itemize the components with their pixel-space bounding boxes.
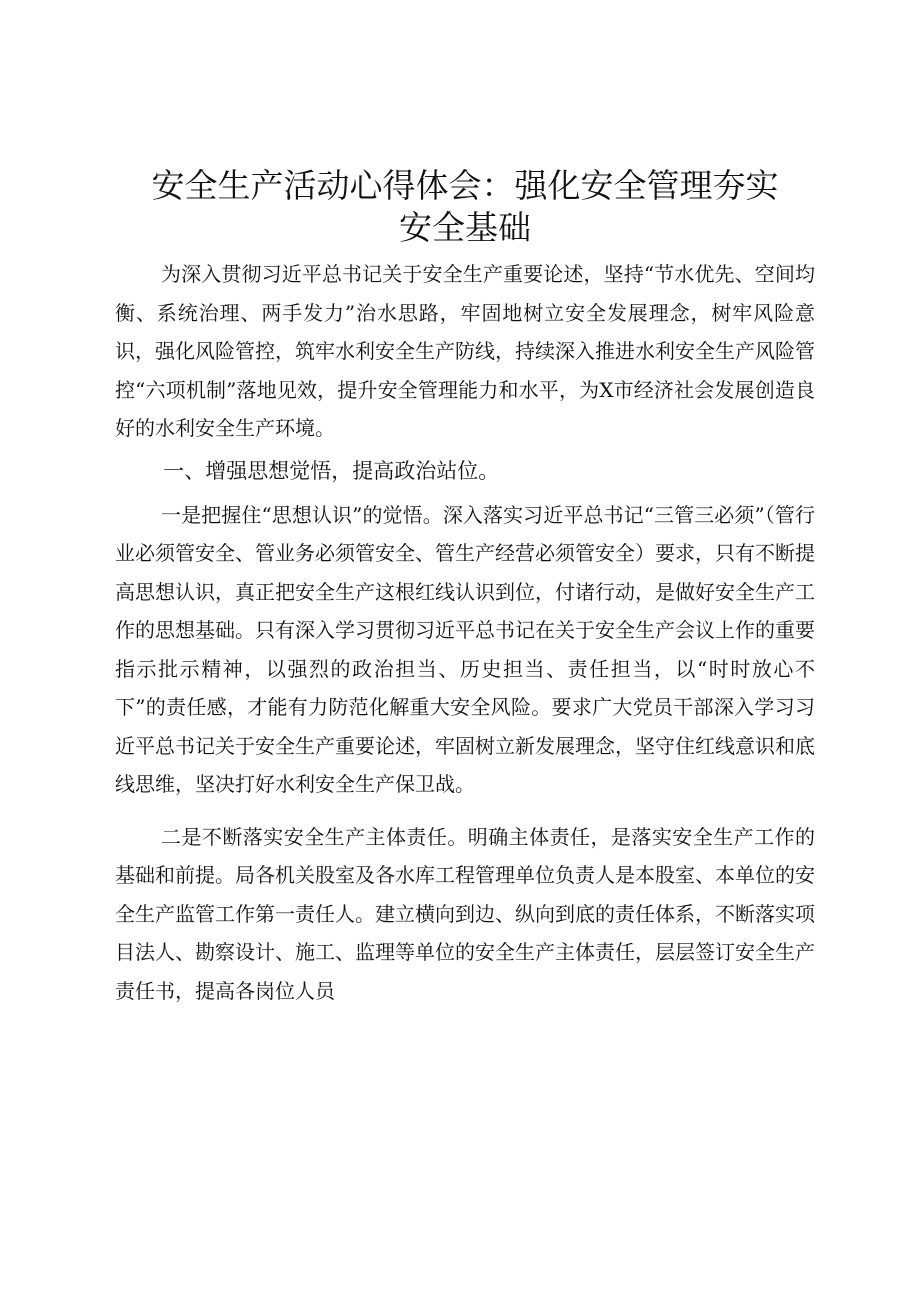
body-paragraph-1: 一是把握住“思想认识”的觉悟。深入落实习近平总书记“三管三必须”（管行业必须管安全、管业务必须管安全、管生产经营必须管安全）要求，只有不断提高思想认识，真正把安全生产这根红线认识到位，付诸行动，是做好安全生产工作的思想基础。只有深入学习贯彻习近平总书记在关于安全生产会议上作的重要指示批示精神，以强烈的政治担当、历史担当、责任担当，以“时时放心不下”的责任感，才能有力防范化解重大安全风险。要求广大党员干部深入学习习近平总书记关于安全生产重要论述，牢固树立新发展理念，坚守住红线意识和底线思维，坚决打好水利安全生产保卫战。 bbox=[115, 502, 815, 796]
section-heading-1: 一、增强思想觉悟，提高政治站位。 bbox=[163, 458, 500, 483]
document-title bbox=[115, 165, 815, 249]
document-title-line-1: 安全生产活动心得体会：强化安全管理夯实 bbox=[151, 166, 779, 205]
intro-paragraph: 为深入贯彻习近平总书记关于安全生产重要论述，坚持“节水优先、空间均衡、系统治理、两手发力”治水思路，牢固地树立安全发展理念，树牢风险意识，强化风险管控，筑牢水利安全生产防线，持续深入推进水利安全生产风险管控“六项机制”落地见效，提升安全管理能力和水平，为X市经济社会发展创造良好的水利安全生产环境。 bbox=[115, 262, 815, 440]
document-title-line-2: 安全基础 bbox=[399, 208, 531, 247]
body-paragraph-2: 二是不断落实安全生产主体责任。明确主体责任，是落实安全生产工作的基础和前提。局各机关股室及各水库工程管理单位负责人是本股室、本单位的安全生产监管工作第一责任人。建立横向到边、纵向到底的责任体系，不断落实项目法人、勘察设计、施工、监理等单位的安全生产主体责任，层层签订安全生产责任书，提高各岗位人员 bbox=[115, 824, 815, 1003]
